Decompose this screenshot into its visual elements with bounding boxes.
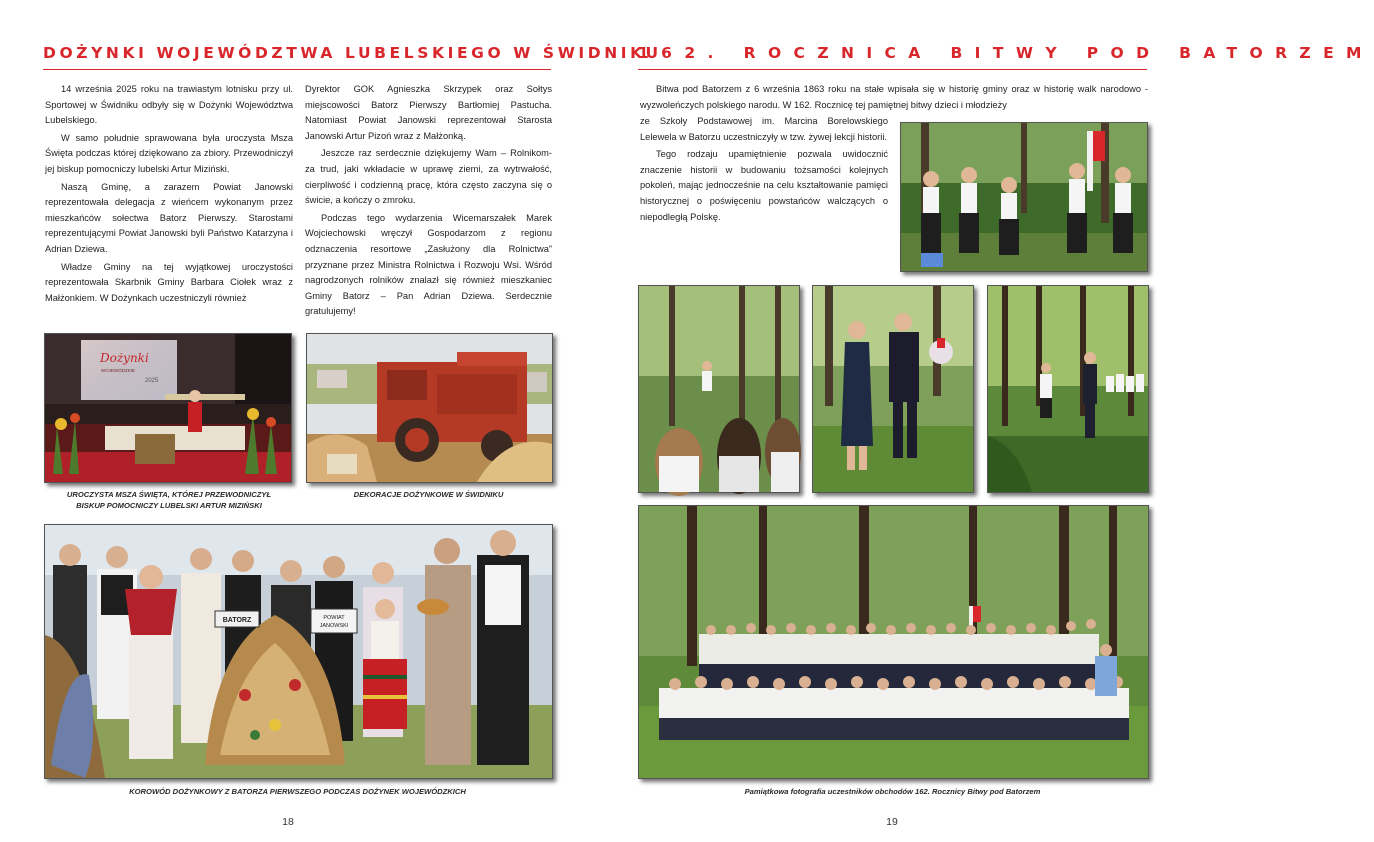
caption-line: BISKUP POMOCNICZY LUBELSKI ARTUR MIZIŃSKI [76, 501, 262, 510]
left-page-title: DOŻYNKI WOJEWÓDZTWA LUBELSKIEGO W ŚWIDNIKU [43, 44, 551, 70]
left-column-1 [45, 82, 293, 308]
paragraph: 14 września 2025 roku na trawiastym lotnisku przy ul. Sportowej w Świdniku odbyły się w Dożynki Województwa Lubelskiego. [45, 84, 293, 126]
stage-year: 2025 [145, 378, 159, 384]
paragraph: Bitwa pod Batorzem z 6 września 1863 roku na stałe wpisała się w historię gminy oraz w historię walk narodowo - wyzwoleńczych polskiego narodu. W 162. Rocznicę tej pamiętnej bitwy dzieci i młodzieży [640, 84, 1148, 110]
right-page [596, 0, 1374, 842]
right-page-title: 162. ROCZNICA BITWY POD BATORZEM [638, 44, 1147, 70]
paragraph: Tego rodzaju upamiętnienie pozwala uwidocznić znaczenie historii w budowaniu tożsamości kolejnych pokoleń, mając jednocześnie na celu kształtowanie pamięci historycznej o poświęceniu powstańców walczących o niepodległą Polskę. [640, 149, 888, 222]
caption-line: UROCZYSTA MSZA ŚWIĘTA, KTÓREJ PRZEWODNICZYŁ [66, 490, 272, 499]
left-page [0, 0, 662, 842]
photo-harvest-parade [44, 524, 553, 779]
photo-holy-mass [44, 333, 292, 483]
photo-group-image [639, 506, 1148, 778]
right-intro-paragraph [640, 82, 1148, 115]
photo-harvest-parade-image [45, 525, 552, 778]
paragraph: W samo południe sprawowana była uroczysta Msza Święta podczas której dziękowano za zbiory. Przewodniczył jej biskup pomocniczy lubelski Artur Miziński. [45, 132, 293, 174]
caption-harvest-parade: KOROWÓD DOŻYNKOWY Z BATORZA PIERWSZEGO PODCZAS DOŻYNEK WOJEWÓDZKICH [129, 787, 466, 796]
sign-powiat-line1: POWIAT [323, 615, 345, 621]
photo-harvest-decorations-image [307, 334, 552, 482]
page-number-left: 18 [282, 816, 294, 828]
right-narrow-column [640, 114, 888, 227]
photo-speakers [812, 285, 974, 493]
paragraph: Jeszcze raz serdecznie dziękujemy Wam – Rolnikom-za trud, jaki wkładacie w uprawę ziemi, za wytrwałość, cierpliwość i codzienną pracę, która często zaczyna się o świcie, a kończy o zmroku. [305, 148, 552, 206]
sign-batorz: BATORZ [222, 617, 252, 624]
photo-group [638, 505, 1149, 779]
paragraph: Dyrektor GOK Agnieszka Skrzypek oraz Sołtys miejscowości Batorz Pierwszy Bartłomiej Pastucha. Natomiast Powiat Janowski reprezentował Starosta Janowski Artur Pizoń wraz z Małżonką. [305, 84, 552, 141]
paragraph: Władze Gminy na tej wyjątkowej uroczystości reprezentowała Skarbnik Gminy Barbara Ciołek wraz z Małżonkiem. W Dożynkach uczestniczyli również [45, 261, 293, 303]
page-number-right: 19 [886, 816, 898, 828]
caption-harvest-decorations: DEKORACJE DOŻYNKOWE W ŚWIDNIKU [353, 490, 504, 499]
left-column-2 [305, 82, 552, 322]
paragraph: Naszą Gminę, a zarazem Powiat Janowski reprezentowała delegacja z wieńcem wykonanym przez mieszkańców sołectwa Batorz Pierwszy. Starostami reprezentującymi Powiat Janowski byli Państwo Katarzyna i Adrian Dziewa. [45, 181, 293, 254]
photo-forest-speech [987, 285, 1149, 493]
photo-students-reading-image [901, 123, 1147, 271]
paragraph: ze Szkoły Podstawowej im. Marcina Borelowskiego Lelewela w Batorzu uczestniczyły w tzw. żywej lekcji historii. [640, 116, 888, 142]
photo-forest-ceremony-image [639, 286, 799, 492]
photo-harvest-decorations [306, 333, 553, 483]
stage-subtitle: WOJEWÓDZKIE [101, 368, 135, 373]
photo-forest-ceremony [638, 285, 800, 493]
stage-logo: Dożynki [100, 351, 149, 365]
photo-holy-mass-image [45, 334, 291, 482]
paragraph: Podczas tego wydarzenia Wicemarszałek Marek Wojciechowski wręczył Gospodarzom z regionu odznaczenia resortowe „Zasłużony dla Rolnictwa” przyznane przez Ministra Rolnictwa i Rozwoju Wsi. Wśród nagrodzonych rolników znalazł się również mieszkaniec Gminy Batorz – Pan Adrian Dziewa. Serdecznie gratulujemy! [305, 212, 552, 317]
caption-group-photo: Pamiątkowa fotografia uczestników obchodów 162. Rocznicy Bitwy pod Batorzem [744, 787, 1041, 796]
photo-forest-speech-image [988, 286, 1148, 492]
sign-powiat-line2: JANOWSKI [319, 623, 349, 629]
caption-holy-mass [44, 489, 294, 511]
photo-speakers-image [813, 286, 973, 492]
photo-students-reading [900, 122, 1148, 272]
